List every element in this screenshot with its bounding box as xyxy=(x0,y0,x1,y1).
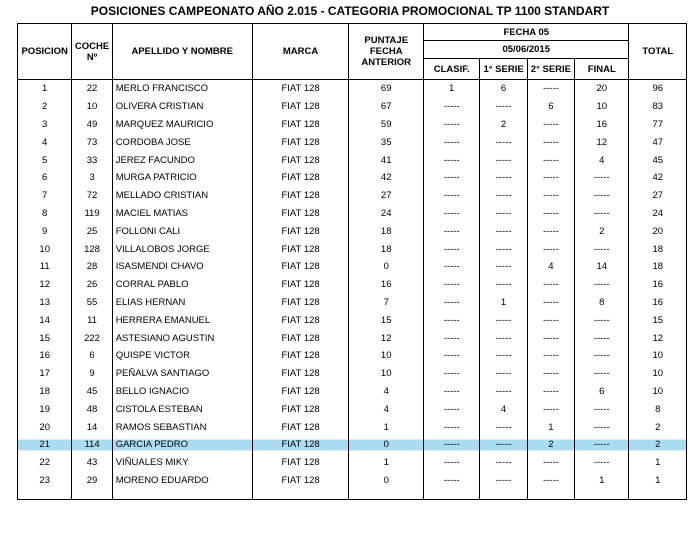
cell-final: ----- xyxy=(575,311,629,329)
cell-final: ----- xyxy=(575,205,629,223)
cell-serie2: ----- xyxy=(527,329,574,347)
cell-serie2: ----- xyxy=(527,472,574,490)
cell-brand: FIAT 128 xyxy=(252,258,349,276)
cell-driver-name: RAMOS SEBASTIAN xyxy=(112,418,252,436)
cell-clasif: ----- xyxy=(423,400,479,418)
cell-previous-points: 41 xyxy=(349,151,424,169)
cell-previous-points: 0 xyxy=(349,436,424,454)
cell-driver-name: PEÑALVA SANTIAGO xyxy=(112,365,252,383)
cell-brand: FIAT 128 xyxy=(252,205,349,223)
cell-car-number: 43 xyxy=(72,454,112,472)
cell-serie2: 2 xyxy=(527,436,574,454)
cell-serie1: ----- xyxy=(480,258,527,276)
cell-previous-points: 10 xyxy=(349,347,424,365)
cell-serie2: 1 xyxy=(527,418,574,436)
cell-brand: FIAT 128 xyxy=(252,98,349,116)
cell-clasif: ----- xyxy=(423,276,479,294)
cell-clasif: ----- xyxy=(423,98,479,116)
cell-position: 1 xyxy=(18,80,72,98)
cell-driver-name: OLIVERA CRISTIAN xyxy=(112,98,252,116)
table-row xyxy=(18,276,687,294)
table-row xyxy=(18,347,687,365)
cell-position: 23 xyxy=(18,472,72,490)
table-row xyxy=(18,169,687,187)
cell-previous-points: 24 xyxy=(349,205,424,223)
cell-clasif: ----- xyxy=(423,436,479,454)
cell-driver-name: JEREZ FACUNDO xyxy=(112,151,252,169)
cell-serie2: ----- xyxy=(527,383,574,401)
cell-car-number: 3 xyxy=(72,169,112,187)
table-row xyxy=(18,400,687,418)
table-row xyxy=(18,205,687,223)
cell-car-number: 11 xyxy=(72,311,112,329)
empty-cell xyxy=(18,489,72,500)
cell-car-number: 33 xyxy=(72,151,112,169)
cell-serie2: 4 xyxy=(527,258,574,276)
cell-driver-name: MORENO EDUARDO xyxy=(112,472,252,490)
cell-previous-points: 18 xyxy=(349,222,424,240)
cell-total: 18 xyxy=(629,258,687,276)
cell-final: ----- xyxy=(575,436,629,454)
table-row xyxy=(18,258,687,276)
cell-serie1: 2 xyxy=(480,116,527,134)
cell-clasif: 1 xyxy=(423,80,479,98)
cell-serie2: ----- xyxy=(527,311,574,329)
cell-previous-points: 35 xyxy=(349,133,424,151)
cell-final: ----- xyxy=(575,365,629,383)
cell-clasif: ----- xyxy=(423,454,479,472)
cell-serie2: ----- xyxy=(527,294,574,312)
cell-car-number: 222 xyxy=(72,329,112,347)
cell-driver-name: FOLLONI CALI xyxy=(112,222,252,240)
cell-serie2: ----- xyxy=(527,240,574,258)
cell-clasif: ----- xyxy=(423,294,479,312)
cell-total: 20 xyxy=(629,222,687,240)
cell-clasif: ----- xyxy=(423,240,479,258)
table-row xyxy=(18,222,687,240)
table-row xyxy=(18,329,687,347)
cell-serie2: ----- xyxy=(527,454,574,472)
cell-position: 18 xyxy=(18,383,72,401)
cell-brand: FIAT 128 xyxy=(252,294,349,312)
cell-brand: FIAT 128 xyxy=(252,133,349,151)
cell-total: 96 xyxy=(629,80,687,98)
cell-car-number: 114 xyxy=(72,436,112,454)
cell-serie1: 6 xyxy=(480,80,527,98)
table-row xyxy=(18,240,687,258)
table-row xyxy=(18,98,687,116)
cell-brand: FIAT 128 xyxy=(252,472,349,490)
cell-clasif: ----- xyxy=(423,169,479,187)
cell-position: 8 xyxy=(18,205,72,223)
header-marca: MARCA xyxy=(252,24,349,80)
cell-car-number: 22 xyxy=(72,80,112,98)
cell-car-number: 9 xyxy=(72,365,112,383)
header-total: TOTAL xyxy=(629,24,687,80)
cell-driver-name: MARQUEZ MAURICIO xyxy=(112,116,252,134)
table-row xyxy=(18,311,687,329)
cell-final: 12 xyxy=(575,133,629,151)
cell-serie1: ----- xyxy=(480,222,527,240)
cell-serie1: ----- xyxy=(480,98,527,116)
table-row xyxy=(18,383,687,401)
empty-cell xyxy=(527,489,574,500)
cell-serie2: ----- xyxy=(527,169,574,187)
cell-brand: FIAT 128 xyxy=(252,400,349,418)
cell-serie2: ----- xyxy=(527,151,574,169)
cell-car-number: 25 xyxy=(72,222,112,240)
empty-cell xyxy=(629,489,687,500)
cell-position: 21 xyxy=(18,436,72,454)
page-title: POSICIONES CAMPEONATO AÑO 2.015 - CATEGORIA PROMOCIONAL TP 1100 STANDART xyxy=(90,4,610,18)
cell-total: 12 xyxy=(629,329,687,347)
cell-position: 7 xyxy=(18,187,72,205)
cell-serie2: 6 xyxy=(527,98,574,116)
table-body xyxy=(18,80,687,500)
cell-final: ----- xyxy=(575,418,629,436)
cell-car-number: 29 xyxy=(72,472,112,490)
cell-final: ----- xyxy=(575,347,629,365)
header-serie1: 1° SERIE xyxy=(480,59,527,80)
cell-final: 6 xyxy=(575,383,629,401)
header-coche-line2: Nº xyxy=(86,51,98,63)
cell-clasif: ----- xyxy=(423,222,479,240)
table-row xyxy=(18,294,687,312)
cell-total: 83 xyxy=(629,98,687,116)
cell-position: 16 xyxy=(18,347,72,365)
cell-clasif: ----- xyxy=(423,187,479,205)
cell-serie2: ----- xyxy=(527,222,574,240)
cell-previous-points: 59 xyxy=(349,116,424,134)
cell-brand: FIAT 128 xyxy=(252,151,349,169)
cell-final: 16 xyxy=(575,116,629,134)
cell-clasif: ----- xyxy=(423,365,479,383)
cell-brand: FIAT 128 xyxy=(252,187,349,205)
cell-driver-name: BELLO IGNACIO xyxy=(112,383,252,401)
cell-previous-points: 0 xyxy=(349,472,424,490)
table-row xyxy=(18,436,687,454)
cell-position: 22 xyxy=(18,454,72,472)
cell-brand: FIAT 128 xyxy=(252,347,349,365)
cell-final: 14 xyxy=(575,258,629,276)
cell-serie1: ----- xyxy=(480,329,527,347)
cell-total: 8 xyxy=(629,400,687,418)
cell-serie2: ----- xyxy=(527,400,574,418)
standings-table xyxy=(17,23,687,500)
cell-serie1: ----- xyxy=(480,151,527,169)
table-header xyxy=(18,24,687,80)
cell-position: 11 xyxy=(18,258,72,276)
cell-car-number: 73 xyxy=(72,133,112,151)
cell-previous-points: 1 xyxy=(349,418,424,436)
cell-final: 4 xyxy=(575,151,629,169)
cell-driver-name: MERLO FRANCISCO xyxy=(112,80,252,98)
cell-total: 10 xyxy=(629,365,687,383)
cell-total: 24 xyxy=(629,205,687,223)
header-puntaje xyxy=(349,24,424,80)
cell-serie1: ----- xyxy=(480,454,527,472)
cell-total: 16 xyxy=(629,294,687,312)
cell-position: 10 xyxy=(18,240,72,258)
header-posicion: POSICION xyxy=(18,24,72,80)
cell-driver-name: ELIAS HERNAN xyxy=(112,294,252,312)
cell-car-number: 6 xyxy=(72,347,112,365)
cell-brand: FIAT 128 xyxy=(252,276,349,294)
cell-clasif: ----- xyxy=(423,311,479,329)
empty-cell xyxy=(349,489,424,500)
table-row xyxy=(18,187,687,205)
cell-previous-points: 12 xyxy=(349,329,424,347)
cell-previous-points: 10 xyxy=(349,365,424,383)
table-row xyxy=(18,133,687,151)
cell-previous-points: 1 xyxy=(349,454,424,472)
cell-previous-points: 4 xyxy=(349,383,424,401)
cell-driver-name: GARCIA PEDRO xyxy=(112,436,252,454)
cell-clasif: ----- xyxy=(423,383,479,401)
cell-position: 13 xyxy=(18,294,72,312)
cell-total: 1 xyxy=(629,472,687,490)
cell-total: 10 xyxy=(629,347,687,365)
cell-serie1: ----- xyxy=(480,383,527,401)
cell-serie1: ----- xyxy=(480,276,527,294)
cell-car-number: 45 xyxy=(72,383,112,401)
header-serie2: 2° SERIE xyxy=(527,59,574,80)
header-puntaje-line3: ANTERIOR xyxy=(361,57,412,68)
cell-clasif: ----- xyxy=(423,116,479,134)
cell-position: 20 xyxy=(18,418,72,436)
header-coche-line1: COCHE xyxy=(74,40,110,52)
cell-position: 12 xyxy=(18,276,72,294)
cell-serie2: ----- xyxy=(527,187,574,205)
cell-clasif: ----- xyxy=(423,258,479,276)
cell-total: 1 xyxy=(629,454,687,472)
cell-clasif: ----- xyxy=(423,472,479,490)
cell-driver-name: MURGA PATRICIO xyxy=(112,169,252,187)
cell-previous-points: 18 xyxy=(349,240,424,258)
cell-final: ----- xyxy=(575,187,629,205)
header-fecha-date: 05/06/2015 xyxy=(423,41,629,59)
cell-total: 15 xyxy=(629,311,687,329)
cell-serie1: ----- xyxy=(480,365,527,383)
cell-previous-points: 15 xyxy=(349,311,424,329)
cell-final: ----- xyxy=(575,400,629,418)
cell-clasif: ----- xyxy=(423,151,479,169)
cell-previous-points: 42 xyxy=(349,169,424,187)
cell-total: 2 xyxy=(629,418,687,436)
cell-position: 2 xyxy=(18,98,72,116)
cell-driver-name: HERRERA EMANUEL xyxy=(112,311,252,329)
cell-position: 5 xyxy=(18,151,72,169)
cell-driver-name: QUISPE VICTOR xyxy=(112,347,252,365)
cell-driver-name: CORDOBA JOSE xyxy=(112,133,252,151)
cell-serie2: ----- xyxy=(527,116,574,134)
header-clasif: CLASIF. xyxy=(423,59,479,80)
cell-final: ----- xyxy=(575,329,629,347)
cell-serie1: ----- xyxy=(480,436,527,454)
cell-previous-points: 67 xyxy=(349,98,424,116)
cell-position: 6 xyxy=(18,169,72,187)
table-row xyxy=(18,80,687,98)
cell-serie1: ----- xyxy=(480,133,527,151)
cell-serie1: 1 xyxy=(480,294,527,312)
header-fecha: FECHA 05 xyxy=(423,24,629,41)
cell-serie1: ----- xyxy=(480,418,527,436)
cell-serie1: ----- xyxy=(480,169,527,187)
cell-car-number: 55 xyxy=(72,294,112,312)
cell-serie2: ----- xyxy=(527,365,574,383)
cell-previous-points: 27 xyxy=(349,187,424,205)
cell-clasif: ----- xyxy=(423,133,479,151)
cell-brand: FIAT 128 xyxy=(252,222,349,240)
cell-total: 10 xyxy=(629,383,687,401)
empty-cell xyxy=(72,489,112,500)
cell-serie2: ----- xyxy=(527,133,574,151)
table-row xyxy=(18,365,687,383)
cell-serie2: ----- xyxy=(527,80,574,98)
cell-serie2: ----- xyxy=(527,205,574,223)
cell-position: 14 xyxy=(18,311,72,329)
table-row xyxy=(18,418,687,436)
cell-previous-points: 69 xyxy=(349,80,424,98)
table-row xyxy=(18,151,687,169)
cell-previous-points: 7 xyxy=(349,294,424,312)
header-puntaje-line2: FECHA xyxy=(369,46,403,57)
table-row xyxy=(18,454,687,472)
cell-final: ----- xyxy=(575,454,629,472)
cell-driver-name: MACIEL MATIAS xyxy=(112,205,252,223)
cell-serie1: ----- xyxy=(480,472,527,490)
cell-car-number: 28 xyxy=(72,258,112,276)
cell-car-number: 49 xyxy=(72,116,112,134)
cell-previous-points: 0 xyxy=(349,258,424,276)
cell-clasif: ----- xyxy=(423,418,479,436)
cell-car-number: 26 xyxy=(72,276,112,294)
cell-total: 18 xyxy=(629,240,687,258)
cell-total: 16 xyxy=(629,276,687,294)
cell-serie1: ----- xyxy=(480,311,527,329)
cell-final: 20 xyxy=(575,80,629,98)
cell-serie1: ----- xyxy=(480,205,527,223)
cell-driver-name: CISTOLA ESTEBAN xyxy=(112,400,252,418)
table-row xyxy=(18,472,687,490)
cell-serie1: ----- xyxy=(480,240,527,258)
cell-brand: FIAT 128 xyxy=(252,169,349,187)
cell-driver-name: ISASMENDI CHAVO xyxy=(112,258,252,276)
header-coche xyxy=(72,24,112,80)
empty-cell xyxy=(575,489,629,500)
cell-car-number: 119 xyxy=(72,205,112,223)
table-spacer-row xyxy=(18,489,687,500)
cell-car-number: 10 xyxy=(72,98,112,116)
cell-previous-points: 16 xyxy=(349,276,424,294)
cell-total: 42 xyxy=(629,169,687,187)
cell-position: 19 xyxy=(18,400,72,418)
cell-driver-name: VIÑUALES MIKY xyxy=(112,454,252,472)
cell-position: 3 xyxy=(18,116,72,134)
empty-cell xyxy=(480,489,527,500)
cell-final: ----- xyxy=(575,276,629,294)
table-row xyxy=(18,116,687,134)
cell-brand: FIAT 128 xyxy=(252,436,349,454)
cell-brand: FIAT 128 xyxy=(252,240,349,258)
cell-position: 17 xyxy=(18,365,72,383)
cell-total: 47 xyxy=(629,133,687,151)
empty-cell xyxy=(112,489,252,500)
header-apellido: APELLIDO Y NOMBRE xyxy=(112,24,252,80)
cell-car-number: 72 xyxy=(72,187,112,205)
cell-clasif: ----- xyxy=(423,347,479,365)
cell-driver-name: ASTESIANO AGUSTIN xyxy=(112,329,252,347)
cell-brand: FIAT 128 xyxy=(252,329,349,347)
cell-car-number: 128 xyxy=(72,240,112,258)
cell-driver-name: CORRAL PABLO xyxy=(112,276,252,294)
cell-final: ----- xyxy=(575,169,629,187)
cell-driver-name: MELLADO CRISTIAN xyxy=(112,187,252,205)
cell-clasif: ----- xyxy=(423,205,479,223)
cell-final: 1 xyxy=(575,472,629,490)
cell-previous-points: 4 xyxy=(349,400,424,418)
cell-position: 9 xyxy=(18,222,72,240)
cell-total: 2 xyxy=(629,436,687,454)
cell-clasif: ----- xyxy=(423,329,479,347)
header-puntaje-line1: PUNTAJE xyxy=(364,35,409,46)
cell-brand: FIAT 128 xyxy=(252,383,349,401)
header-final: FINAL xyxy=(575,59,629,80)
cell-position: 15 xyxy=(18,329,72,347)
cell-total: 77 xyxy=(629,116,687,134)
cell-car-number: 14 xyxy=(72,418,112,436)
cell-brand: FIAT 128 xyxy=(252,454,349,472)
cell-final: 2 xyxy=(575,222,629,240)
cell-serie1: ----- xyxy=(480,187,527,205)
cell-serie2: ----- xyxy=(527,276,574,294)
cell-total: 45 xyxy=(629,151,687,169)
empty-cell xyxy=(252,489,349,500)
cell-brand: FIAT 128 xyxy=(252,418,349,436)
empty-cell xyxy=(423,489,479,500)
cell-serie1: 4 xyxy=(480,400,527,418)
cell-serie2: ----- xyxy=(527,347,574,365)
cell-final: ----- xyxy=(575,240,629,258)
cell-final: 8 xyxy=(575,294,629,312)
cell-brand: FIAT 128 xyxy=(252,365,349,383)
cell-total: 27 xyxy=(629,187,687,205)
cell-brand: FIAT 128 xyxy=(252,311,349,329)
cell-driver-name: VILLALOBOS JORGE xyxy=(112,240,252,258)
cell-car-number: 48 xyxy=(72,400,112,418)
cell-brand: FIAT 128 xyxy=(252,80,349,98)
cell-serie1: ----- xyxy=(480,347,527,365)
cell-position: 4 xyxy=(18,133,72,151)
cell-final: 10 xyxy=(575,98,629,116)
cell-brand: FIAT 128 xyxy=(252,116,349,134)
